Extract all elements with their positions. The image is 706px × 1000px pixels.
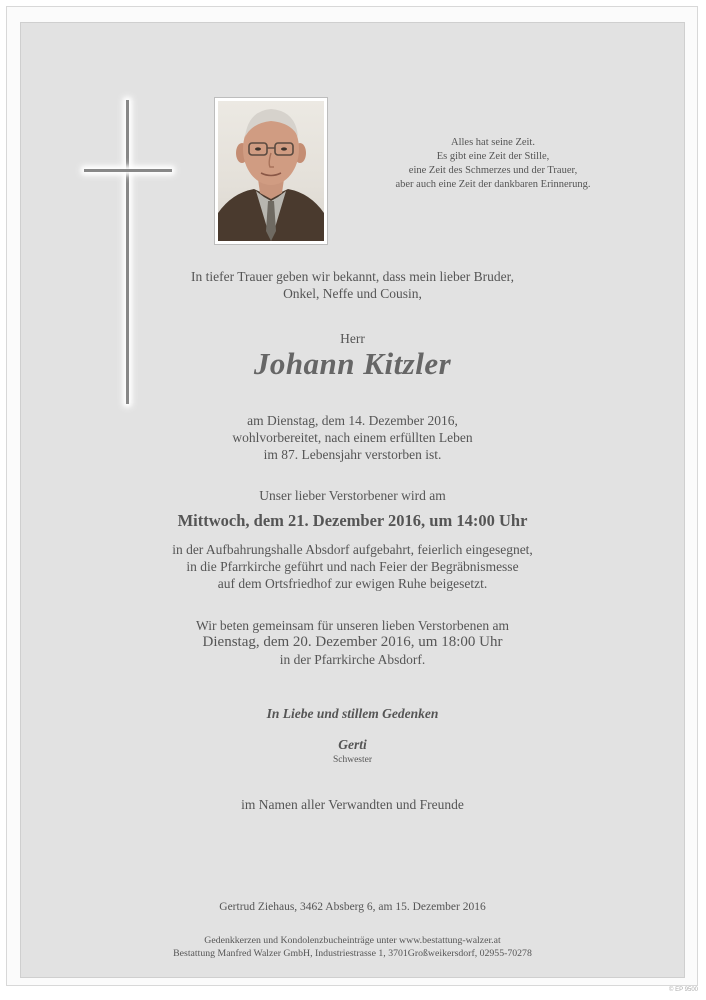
funeral-date: Mittwoch, dem 21. Dezember 2016, um 14:00 Uhr <box>177 511 528 530</box>
mourners-others: im Namen aller Verwandten und Freunde <box>241 797 464 812</box>
poem-line: eine Zeit des Schmerzes und der Trauer, <box>408 165 578 176</box>
online-condolence-line: Gedenkkerzen und Kondolenzbucheinträge unter www.bestattung-walzer.at <box>204 935 501 946</box>
death-line: am Dienstag, dem 14. Dezember 2016, <box>247 413 458 428</box>
death-line: im 87. Lebensjahr verstorben ist. <box>263 447 442 462</box>
death-line: wohlvorbereitet, nach einem erfüllten Leben <box>232 430 473 445</box>
cross-horizontal-beam <box>84 169 172 172</box>
funeral-details <box>20 541 685 592</box>
deceased-name: Johann Kitzler <box>253 346 452 381</box>
poem-line: Alles hat seine Zeit. <box>451 137 535 148</box>
portrait-illustration <box>218 101 324 241</box>
prayer-line: Wir beten gemeinsam für unseren lieben Verstorbenen am <box>196 618 509 633</box>
prayer-line: in der Pfarrkirche Absdorf. <box>279 652 426 667</box>
death-notice <box>20 412 685 463</box>
copyright-mark: © EP 9500 <box>669 987 698 993</box>
funeral-intro: Unser lieber Verstorbener wird am <box>259 488 446 503</box>
undertaker-info <box>20 935 685 960</box>
funeral-line: in die Pfarrkirche geführt und nach Feier der Begräbnismesse <box>186 559 519 574</box>
funeral-line: in der Aufbahrungshalle Absdorf aufgebahrt, feierlich eingesegnet, <box>172 542 533 557</box>
memorial-poem <box>328 136 658 192</box>
closing-phrase: In Liebe und stillem Gedenken <box>266 706 439 721</box>
funeral-line: auf dem Ortsfriedhof zur ewigen Ruhe beigesetzt. <box>217 576 488 591</box>
announcement-line: In tiefer Trauer geben wir bekannt, dass mein lieber Bruder, <box>191 269 514 284</box>
undertaker-line: Bestattung Manfred Walzer GmbH, Industriestrasse 1, 3701Großweikersdorf, 02955-70278 <box>173 947 532 959</box>
mourner-relation: Schwester <box>332 755 373 765</box>
announcement-text <box>20 268 685 302</box>
poem-line: aber auch eine Zeit der dankbaren Erinnerung. <box>395 179 591 190</box>
prayer-notice <box>20 617 685 668</box>
announcement-line: Onkel, Neffe und Cousin, <box>283 286 422 301</box>
sender-address: Gertrud Ziehaus, 3462 Absberg 6, am 15. Dezember 2016 <box>219 901 486 913</box>
poem-line: Es gibt eine Zeit der Stille, <box>436 151 550 162</box>
mourner-name: Gerti <box>338 737 367 752</box>
prayer-date: Dienstag, dem 20. Dezember 2016, um 18:00 Uhr <box>202 634 503 650</box>
portrait-photo <box>218 101 324 241</box>
portrait-photo-frame <box>214 97 328 245</box>
salutation: Herr <box>340 331 365 346</box>
